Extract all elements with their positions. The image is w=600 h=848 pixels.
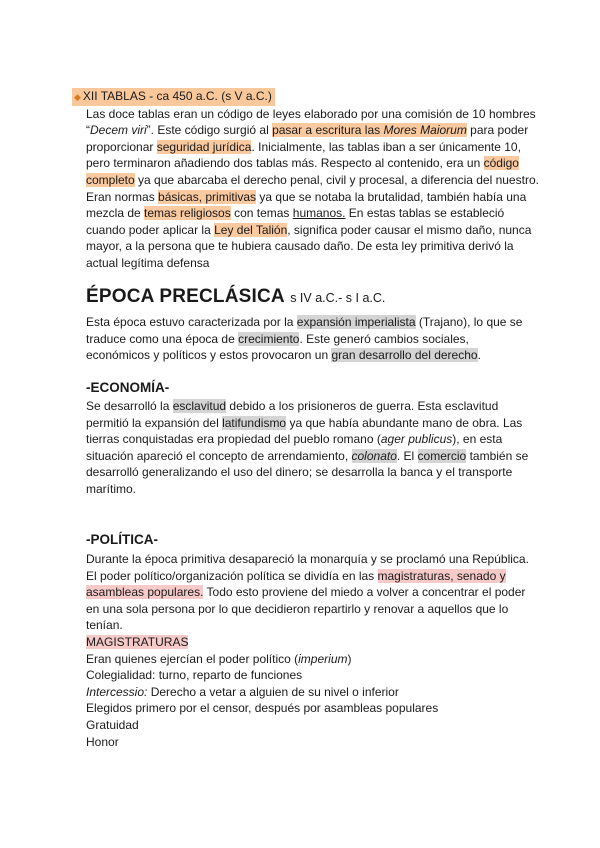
- preclasica-paragraph: [86, 314, 536, 364]
- highlight-pasar-escritura: [272, 123, 467, 137]
- text: , significa poder causar el mismo daño, nunca mayor, a la persona que te hubiera causado daño. De esta ley primitiva derivó la actual legítima defensa: [86, 222, 532, 270]
- text: . Este generó cambios sociales, económicos y políticos y estos provocaron un: [86, 331, 469, 363]
- mores-maiorum-term: Mores Maiorum: [383, 123, 467, 138]
- economia-heading: -ECONOMÍA-: [86, 380, 170, 395]
- economia-paragraph: [86, 398, 536, 498]
- magistraturas-line-1: [86, 651, 536, 668]
- text: también se desarrolló generalizando el uso del dinero; se desarrolla la banca y el transporte marítimo.: [86, 448, 529, 496]
- xii-tablas-heading: [72, 88, 275, 106]
- intercessio-term: Intercessio:: [86, 684, 148, 699]
- highlight-temas-religiosos: temas religiosos: [144, 206, 231, 221]
- imperium-term: imperium: [298, 651, 348, 666]
- politica-paragraph: [86, 551, 536, 750]
- magistraturas-line-3: [86, 684, 536, 701]
- text: . Inicialmente, las tablas iban a ser únicamente 10, pero terminaron añadiendo dos tablas más. Respecto al contenido, era un: [86, 139, 521, 171]
- magistraturas-line-2: Colegialidad: turno, reparto de funciones: [86, 668, 303, 683]
- decem-viri-term: Decem viri: [90, 123, 147, 138]
- text: ya que se notaba la brutalidad, también había una mezcla de: [86, 189, 527, 221]
- magistraturas-line-4: Elegidos primero por el censor, después por asambleas populares: [86, 701, 439, 716]
- preclasica-title: ÉPOCA PRECLÁSICA: [86, 286, 285, 307]
- magistraturas-subheading: MAGISTRATURAS: [86, 634, 189, 649]
- highlight-basicas-primitivas: básicas, primitivas: [158, 189, 257, 204]
- text: para poder proporcionar: [86, 123, 529, 154]
- text: Todo esto proviene del miedo a volver a concentrar el poder en una sola persona por lo que decidieron repartirlo y renovar a aquellos que lo tenían.: [86, 585, 526, 633]
- highlight-comercio: comercio: [417, 448, 467, 463]
- text: En estas tablas se estableció cuando poder aplicar la: [86, 206, 505, 237]
- diamond-bullet-icon: ◆: [74, 92, 81, 102]
- text: Eran quienes ejercían el poder político (: [86, 651, 299, 666]
- magistraturas-line-6: Honor: [86, 734, 119, 749]
- text: pasar a escritura las: [272, 123, 384, 138]
- highlight-codigo-completo: código completo: [86, 156, 519, 187]
- text: Durante la época primitiva desapareció la monarquía y se proclamó una República. El poder político/organización política se dividía en las: [86, 552, 529, 583]
- politica-heading: -POLÍTICA-: [86, 532, 158, 547]
- text: ), en esta situación apareció el concepto de arrendamiento,: [86, 432, 503, 463]
- ager-publicus-term: ager publicus: [380, 432, 453, 447]
- highlight-latifundismo: latifundismo: [222, 415, 287, 430]
- underlined-humanos: humanos.: [292, 206, 346, 221]
- text: ”. Este código surgió al: [146, 123, 273, 138]
- text: Las doce tablas eran un código de leyes elaborado por una comisión de 10 hombres “: [86, 106, 536, 138]
- text: ya que abarcaba el derecho penal, civil y procesal, a diferencia del nuestro. Eran normas: [86, 172, 539, 204]
- text: ): [347, 651, 352, 666]
- text: Derecho a vetar a alguien de su nivel o inferior: [147, 684, 399, 699]
- text: . El: [396, 448, 418, 463]
- highlight-magistraturas-senado: magistraturas, senado y asambleas populares.: [86, 568, 506, 600]
- text: .: [477, 348, 481, 363]
- highlight-esclavitud: esclavitud: [172, 399, 227, 413]
- highlight-gran-desarrollo: gran desarrollo del derecho: [331, 348, 478, 363]
- text: debido a los prisioneros de guerra. Esta esclavitud permitió la expansión del: [86, 399, 499, 430]
- highlight-expansion-imperialista: expansión imperialista: [296, 315, 416, 329]
- highlight-seguridad-juridica: seguridad jurídica: [156, 139, 252, 154]
- preclasica-subtitle: s IV a.C.- s I a.C.: [290, 291, 386, 305]
- xii-tablas-paragraph: [72, 106, 542, 272]
- preclasica-heading: [86, 286, 386, 307]
- text: con temas: [230, 206, 293, 221]
- section-xii-tablas: [72, 88, 542, 272]
- highlight-crecimiento: crecimiento: [238, 331, 300, 346]
- text: Esta época estuvo caracterizada por la: [86, 315, 297, 329]
- highlight-colonato: colonato: [351, 448, 397, 463]
- heading-text: XII TABLAS - ca 450 a.C. (s V a.C.): [82, 89, 272, 103]
- text: (Trajano), lo que se traduce como una época de: [86, 315, 523, 346]
- text: ya que había abundante mano de obra. Las tierras conquistadas era propiedad del pueblo romano (: [86, 415, 523, 447]
- highlight-ley-talion: Ley del Talión: [214, 222, 288, 237]
- text: Se desarrolló la: [86, 399, 173, 413]
- magistraturas-line-5: Gratuidad: [86, 717, 139, 732]
